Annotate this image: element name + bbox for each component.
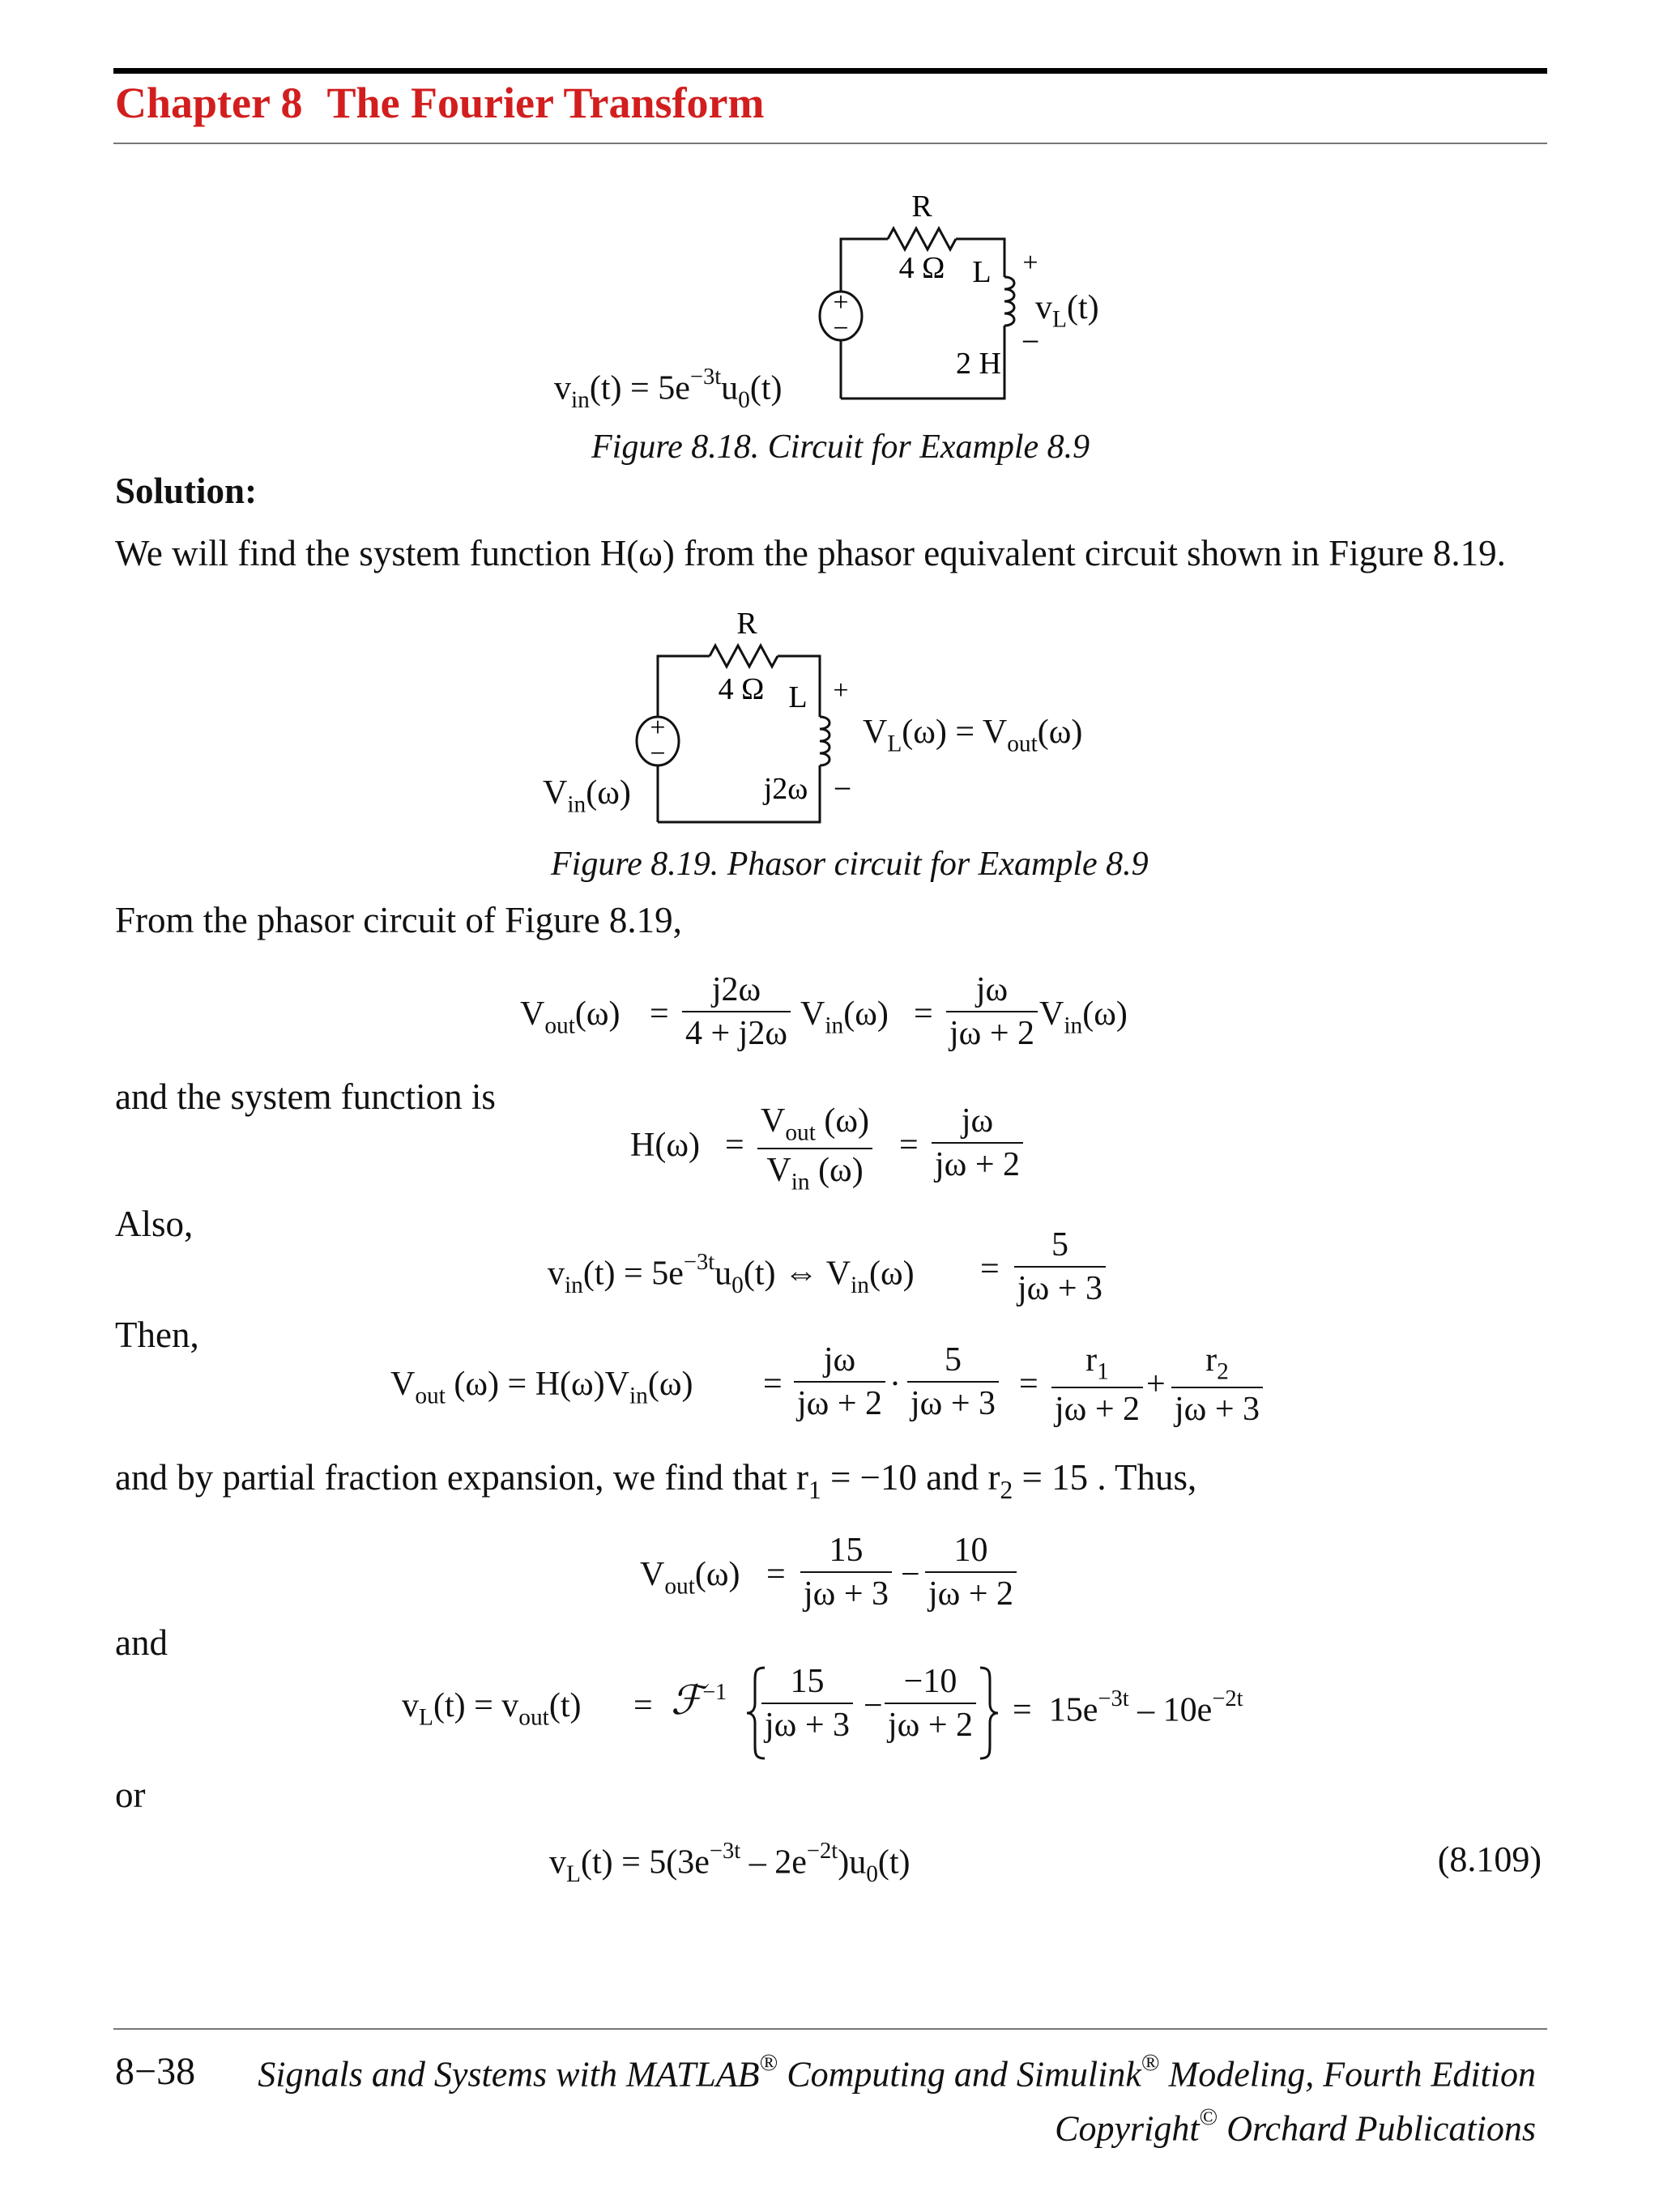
eq6-fraction-1: 15 jω + 3	[761, 1662, 853, 1745]
eq1-equals: =	[650, 995, 669, 1033]
eq3-equals: =	[980, 1251, 1000, 1288]
eq5-minus: −	[901, 1556, 920, 1593]
eq5-equals: =	[766, 1556, 786, 1593]
figure-8-18-output-label: $v_L(t)$	[1035, 289, 1099, 333]
eq2-fraction-1: $V_{out}$ (ω) $V_{in}$ (ω)	[757, 1102, 872, 1196]
eq4-lhs: $V_{out}$ $(\omega) = H(\omega)V_{in}(\omega)$	[390, 1366, 693, 1409]
text-then: Then,	[115, 1315, 199, 1355]
eq2-lhs: H(ω)	[630, 1127, 700, 1164]
eq1-tail: $V_{in}(\omega)$	[1039, 995, 1128, 1039]
eq4-plus: +	[1146, 1366, 1166, 1403]
text-from-phasor: From the phasor circuit of Figure 8.19,	[115, 900, 682, 940]
eq5-fraction-1: 15 jω + 3	[800, 1531, 892, 1613]
eq1-mid: $V_{in}(\omega)$	[800, 995, 889, 1039]
resistor-value: 4 Ω	[898, 251, 945, 285]
eq4-fraction-4: $r_2$ jω + 3	[1171, 1340, 1263, 1429]
inductor-value: j2ω	[763, 772, 808, 806]
source-minus-sign: −	[833, 313, 849, 343]
eq2-equals-2: =	[899, 1127, 919, 1164]
equation-number: (8.109)	[1437, 1839, 1542, 1879]
eq6-right-brace	[977, 1664, 1001, 1762]
inductor-label: L	[788, 680, 808, 714]
eq1-equals-2: =	[914, 995, 933, 1033]
header-rule	[113, 143, 1547, 144]
book-title: Signals and Systems with MATLAB® Computing and Simulink® Modeling, Fourth Edition	[258, 2049, 1536, 2095]
resistor-label: R	[736, 612, 757, 641]
figure-8-19-circuit	[0, 612, 1659, 838]
output-minus-sign: −	[1021, 323, 1040, 360]
eq1-fraction-2: jω jω + 2	[946, 970, 1038, 1053]
text-system-function: and the system function is	[115, 1076, 496, 1117]
eq5-fraction-2: 10 jω + 2	[925, 1531, 1017, 1613]
eq5-lhs: $V_{out}(\omega)$	[640, 1556, 740, 1600]
eq3-fraction: 5 jω + 3	[1014, 1225, 1106, 1308]
eq4-dot: ·	[889, 1366, 901, 1403]
output-plus-sign: +	[1022, 248, 1038, 278]
copyright: Copyright© Orchard Publications	[1055, 2103, 1536, 2149]
eq3-lhs: $v_{in}(t) = 5e^{-3t}u_0(t)$ ⇔ $V_{in}(\omega)$	[548, 1250, 915, 1298]
eq4-fraction-2: 5 jω + 3	[907, 1340, 999, 1423]
figure-8-19-caption: Figure 8.19. Phasor circuit for Example 8.9	[551, 846, 1149, 883]
eq2-fraction-2: jω jω + 2	[932, 1102, 1023, 1184]
eq1-lhs: $V_{out}(\omega)$	[520, 995, 621, 1039]
eq7-expression: $v_L(t) = 5(3e^{-3t} - 2e^{-2t})u_0(t)$	[549, 1839, 911, 1887]
top-rule	[113, 68, 1547, 74]
figure-8-19-output-label: $V_L(\omega) = V_{out}(\omega)$	[863, 714, 1083, 757]
chapter-label: Chapter 8	[115, 79, 303, 127]
source-plus-sign: +	[833, 288, 849, 318]
eq6-fourier-inverse-operator: ℱ$^{-1}$	[671, 1677, 727, 1723]
eq6-minus: −	[864, 1687, 883, 1724]
eq4-fraction-3: $r_1$ jω + 2	[1051, 1340, 1143, 1429]
intro-text: We will find the system function H(ω) from the phasor equivalent circuit shown in Figure 8.19.	[115, 533, 1506, 573]
output-minus-sign: −	[833, 770, 852, 807]
output-plus-sign: +	[833, 676, 849, 705]
eq6-lhs: $v_L(t) = v_{out}(t)$	[402, 1687, 582, 1731]
text-partial-fraction: and by partial fraction expansion, we find that $r_1 = -10$ and $r_2 = 15$ . Thus,	[115, 1457, 1197, 1505]
inductor-label: L	[972, 255, 992, 289]
resistor-value: 4 Ω	[718, 672, 765, 706]
inductor-value: 2 H	[956, 347, 1001, 381]
figure-8-18-source-label: $v_{in}(t) = 5e^{-3t}u_0(t)$	[554, 364, 783, 413]
eq4-fraction-1: jω jω + 2	[794, 1340, 885, 1423]
eq6-result: = $15e^{-3t} - 10e^{-2t}$	[1013, 1686, 1243, 1729]
eq1-fraction-1: j2ω 4 + j2ω	[682, 970, 791, 1053]
figure-8-18-caption: Figure 8.18. Circuit for Example 8.9	[591, 428, 1090, 466]
source-minus-sign: −	[650, 739, 666, 769]
eq2-equals: =	[725, 1127, 744, 1164]
footer-rule	[113, 2028, 1547, 2030]
chapter-title: The Fourier Transform	[326, 79, 765, 127]
text-also: Also,	[115, 1204, 194, 1244]
page-number: 8−38	[115, 2050, 196, 2093]
resistor-label: R	[911, 190, 932, 224]
chapter-heading	[115, 78, 764, 128]
source-plus-sign: +	[650, 713, 666, 743]
eq4-equals: =	[763, 1366, 783, 1403]
text-or: or	[115, 1775, 146, 1815]
eq6-equals: =	[633, 1687, 653, 1724]
figure-8-19-source-label: $V_{in}(\omega)$	[543, 774, 631, 818]
text-and: and	[115, 1622, 168, 1663]
eq6-fraction-2: −10 jω + 2	[885, 1662, 976, 1745]
eq4-equals-2: =	[1019, 1366, 1038, 1403]
solution-heading: Solution:	[115, 471, 258, 511]
figure-8-18-circuit	[0, 186, 1659, 421]
